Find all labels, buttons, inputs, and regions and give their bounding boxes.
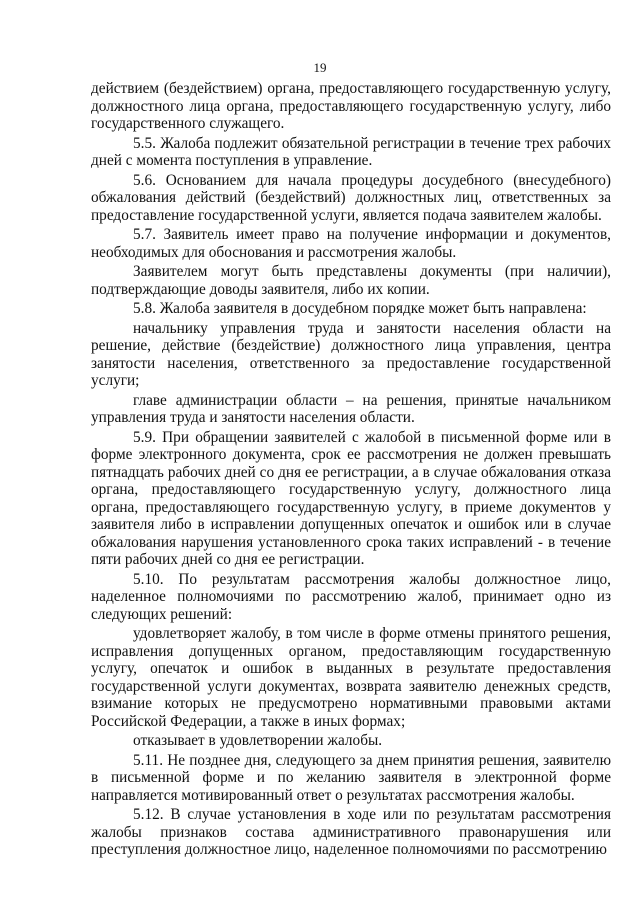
- paragraph-5-8-governor: главе администрации области – на решения, принятые начальником управления труда и занятости населения области.: [91, 391, 611, 426]
- document-body: [91, 80, 611, 859]
- paragraph-5-10-refuse: отказывает в удовлетворении жалобы.: [133, 732, 383, 749]
- paragraph-5-11: 5.11. Не позднее дня, следующего за днем принятия решения, заявителю в письменной форме и по желанию заявителя в электронной форме направляется мотивированный ответ о результатах рассмотрения жалобы.: [91, 751, 611, 804]
- page-number: 19: [313, 60, 327, 75]
- paragraph-5-7-documents: Заявителем могут быть представлены документы (при наличии), подтверждающие доводы заявителя, либо их копии.: [91, 263, 611, 298]
- paragraph-5-8: 5.8. Жалоба заявителя в досудебном порядке может быть направлена:: [133, 300, 587, 317]
- paragraph-5-5: 5.5. Жалоба подлежит обязательной регистрации в течение трех рабочих дней с момента поступления в управление.: [91, 134, 611, 169]
- paragraph-5-12: 5.12. В случае установления в ходе или по результатам рассмотрения жалобы признаков состава административного правонарушения или преступления должностное лицо, наделенное полномочиями по рассмотрению: [91, 806, 611, 858]
- paragraph-5-8-head: начальнику управления труда и занятости населения области на решение, действие (бездействие) должностного лица управления, центра занятости населения, ответственного за предоставление государственной услуги;: [91, 319, 611, 389]
- paragraph-5-9: 5.9. При обращении заявителей с жалобой в письменной форме или в форме электронного документа, срок ее рассмотрения не должен превышать пятнадцать рабочих дней со дня ее регистрации, а в случае обжалования отказа органа, предоставляющего государственную услугу, должностного лица органа, предоставляющего государственную услугу, в приеме документов у заявителя либо в исправлении допущенных опечаток и ошибок или в случае обжалования нарушения установленного срока таких исправлений - в течение пяти рабочих дней со дня ее регистрации.: [91, 428, 611, 568]
- paragraph-5-6: 5.6. Основанием для начала процедуры досудебного (внесудебного) обжалования действий (бездействий) должностных лиц, ответственных за предоставление государственной услуги, является подача заявителем жалобы.: [91, 171, 611, 224]
- paragraph-5-10-satisfy: удовлетворяет жалобу, в том числе в форме отмены принятого решения, исправления допущенных органом, предоставляющим государственную услугу, опечаток и ошибок в выданных в результате предоставления государственной услуги документах, возврата заявителю денежных средств, взимание которых не предусмотрено нормативными правовыми актами Российской Федерации, а также в иных формах;: [91, 625, 611, 730]
- paragraph-5-10: 5.10. По результатам рассмотрения жалобы должностное лицо, наделенное полномочиями по рассмотрению жалоб, принимает одно из следующих решений:: [91, 570, 611, 623]
- paragraph-5-7: 5.7. Заявитель имеет право на получение информации и документов, необходимых для обоснования и рассмотрения жалобы.: [91, 226, 611, 261]
- paragraph-1-continuation: действием (бездействием) органа, предоставляющего государственную услугу, должностного лица органа, предоставляющего государственную услугу, либо государственного служащего.: [91, 80, 611, 132]
